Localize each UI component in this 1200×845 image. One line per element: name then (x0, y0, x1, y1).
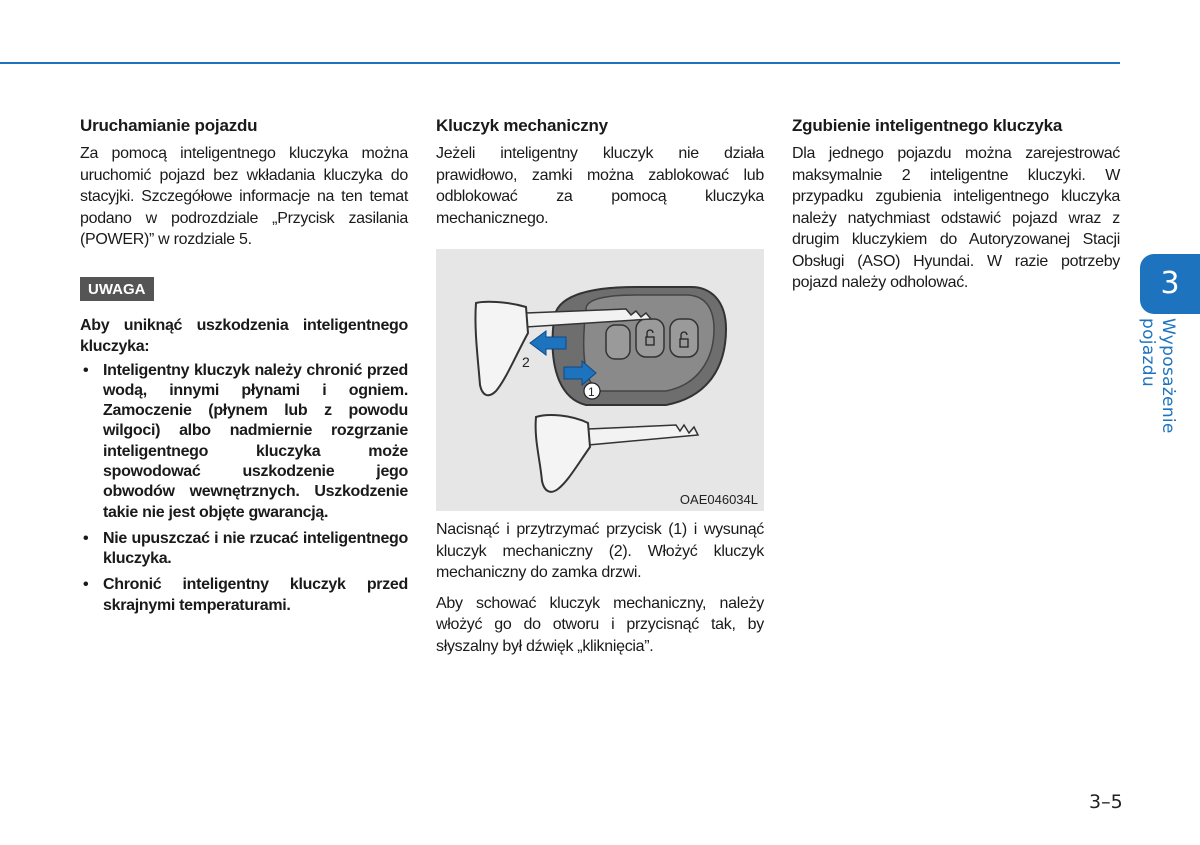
callout-2: 2 (522, 354, 530, 370)
smart-key-drawing (436, 249, 764, 511)
unlock-button-icon (670, 319, 698, 357)
column-mechanical-key (436, 116, 764, 657)
mechanical-key-blade-bottom (588, 425, 698, 445)
bullet-icon: • (83, 361, 89, 379)
notice-badge: UWAGA (80, 277, 154, 301)
callout-1: 1 (588, 385, 595, 399)
chapter-title: Wyposażenie pojazdu (1138, 318, 1178, 434)
section-heading-mechanical-key: Kluczyk mechaniczny (436, 116, 608, 135)
notice-intro: Aby uniknąć uszkodzenia inteligentnego kluczyka: (80, 316, 408, 355)
mechanical-key-paragraph: Jeżeli inteligentny kluczyk nie działa prawidłowo, zamki można zablokować lub odblokować za pomocą kluczyka mechanicznego. (436, 145, 764, 227)
figure-code: OAE046034L (679, 492, 758, 507)
smart-key-illustration (436, 249, 764, 511)
extract-key-paragraph: Nacisnąć i przytrzymać przycisk (1) i wysunąć kluczyk mechaniczny (2). Włożyć kluczyk mechaniczny do zamka drzwi. (436, 521, 764, 581)
bullet-icon: • (83, 529, 89, 547)
start-vehicle-paragraph: Za pomocą inteligentnego kluczyka można uruchomić pojazd bez wkładania kluczyka do stacyjki. Szczegółowe informacje na ten temat podano w podrozdziale „Przycisk zasilania (POWER)” w rozdziale 5. (80, 145, 408, 248)
notice-item (80, 361, 408, 523)
lost-key-paragraph: Dla jednego pojazdu można zarejestrować maksymalnie 2 inteligentne kluczyki. W przypadku zgubienia inteligentnego kluczyka należy natychmiast odstawić pojazd wraz z drugim kluczykiem do Autoryzowanej Stacji Obsługi (ASO) Hyundai. W razie potrzeby pojazd należy odholować. (792, 145, 1120, 291)
notice-item (80, 529, 408, 570)
bullet-icon: • (83, 576, 89, 594)
page-number: 3–5 (1089, 791, 1123, 813)
mechanical-key-head-bottom (536, 415, 590, 492)
section-heading-lost-key: Zgubienie inteligentnego kluczyka (792, 116, 1063, 135)
section-heading-start-vehicle: Uruchamianie pojazdu (80, 116, 258, 135)
lock-button-icon (636, 319, 664, 357)
notice-item-text: Nie upuszczać i nie rzucać inteligentnego kluczyka. (103, 529, 408, 568)
column-lost-key (792, 116, 1120, 294)
chapter-number-tab: 3 (1140, 254, 1200, 314)
notice-list (80, 361, 408, 617)
notice-item (80, 575, 408, 616)
trunk-button-icon (606, 325, 630, 359)
notice-item-text: Inteligentny kluczyk należy chronić przed wodą, innymi płynami i ogniem. Zamoczenie (płynem lub z powodu wilgoci) albo nadmiernie rozgrzanie inteligentnego kluczyka może spowodować uszkodzenie jego obwodów wewnętrznych. Uszkodzenie takie nie jest objęte gwarancją. (103, 361, 408, 521)
column-start-vehicle (80, 116, 408, 622)
stow-key-paragraph: Aby schować kluczyk mechaniczny, należy włożyć go do otworu i przycisnąć tak, by słyszalny był dźwięk „kliknięcia”. (436, 594, 764, 655)
top-rule (0, 62, 1120, 64)
mechanical-key-head-top (475, 302, 528, 395)
notice-item-text: Chronić inteligentny kluczyk przed skrajnymi temperaturami. (103, 576, 408, 614)
